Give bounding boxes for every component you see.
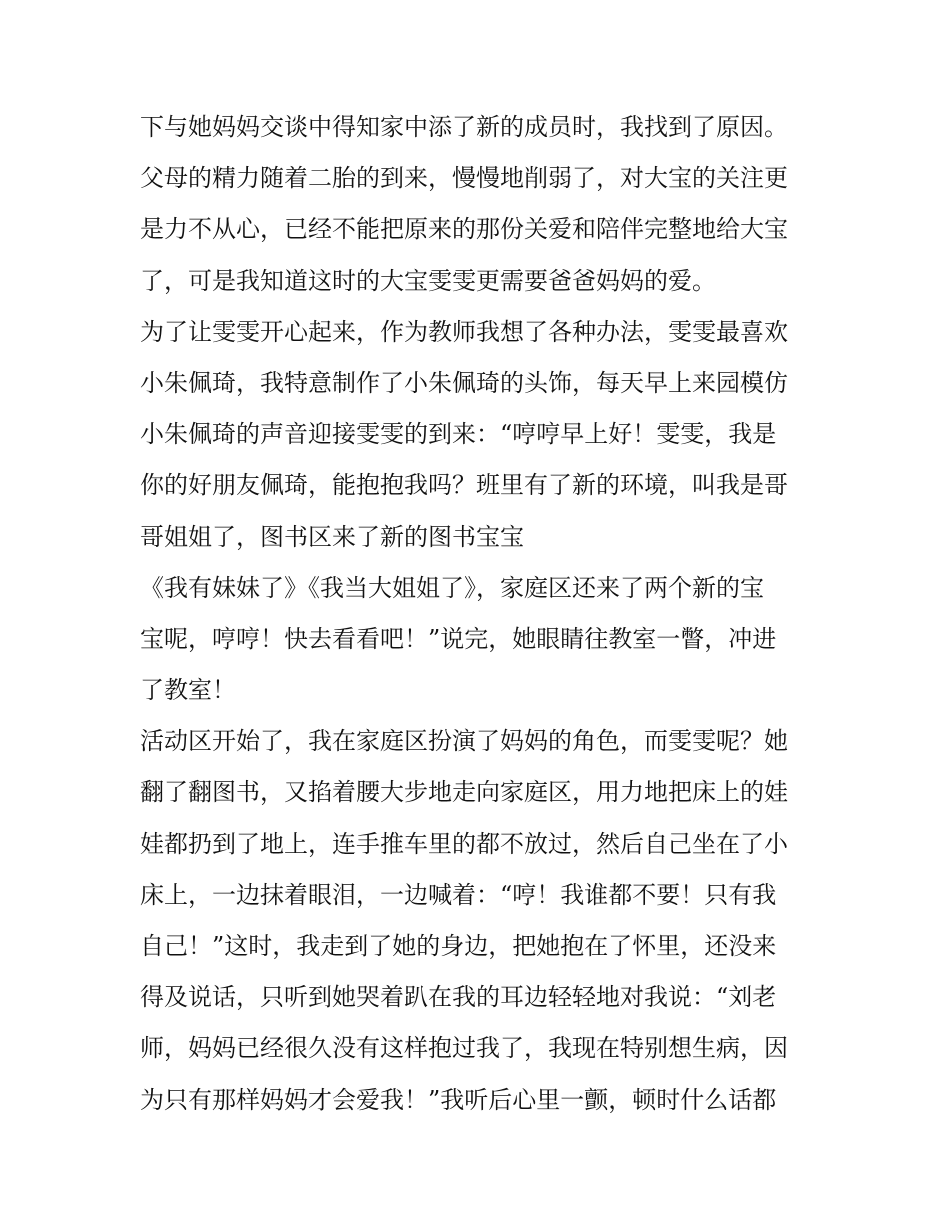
body-text	[140, 102, 815, 1126]
text-line: 自己！”这时，我走到了她的身边，把她抱在了怀里，还没来	[140, 932, 777, 960]
text-line: 床上，一边抹着眼泪，一边喊着：“哼！我谁都不要！只有我	[140, 880, 777, 909]
text-line: 翻了翻图书，又掐着腰大步地走向家庭区，用力地把床上的娃	[140, 778, 788, 807]
text-line: 小朱佩琦，我特意制作了小朱佩琦的头饰，每天早上来园模仿	[140, 368, 788, 397]
text-line: 了，可是我知道这时的大宝雯雯更需要爸爸妈妈的爱。	[140, 266, 716, 295]
text-line: 师，妈妈已经很久没有这样抱过我了，我现在特别想生病，因	[140, 1034, 788, 1063]
text-line: 你的好朋友佩琦，能抱抱我吗？班里有了新的环境，叫我是哥	[140, 471, 788, 500]
text-line: 得及说话，只听到她哭着趴在我的耳边轻轻地对我说：“刘老	[140, 983, 777, 1012]
text-line: 是力不从心，已经不能把原来的那份关爱和陪伴完整地给大宝	[140, 215, 788, 244]
text-line: 为只有那样妈妈才会爱我！”我听后心里一颤，顿时什么话都	[140, 1085, 777, 1114]
text-line: 下与她妈妈交谈中得知家中添了新的成员时，我找到了原因。	[140, 113, 788, 141]
text-line: 活动区开始了，我在家庭区扮演了妈妈的角色，而雯雯呢？她	[140, 727, 788, 756]
text-line: 娃都扔到了地上，连手推车里的都不放过，然后自己坐在了小	[140, 829, 788, 858]
text-line: 为了让雯雯开心起来，作为教师我想了各种办法，雯雯最喜欢	[140, 317, 788, 346]
text-line: 宝呢，哼哼！快去看看吧！”说完，她眼睛往教室一瞥，冲进	[140, 624, 777, 653]
text-line: 了教室！	[140, 676, 236, 705]
text-line: 父母的精力随着二胎的到来，慢慢地削弱了，对大宝的关注更	[140, 164, 788, 193]
text-line: 《我有妹妹了》《我当大姐姐了》，家庭区还来了两个新的宝	[140, 573, 764, 602]
text-line: 哥姐姐了，图书区来了新的图书宝宝	[140, 522, 524, 551]
text-line: 小朱佩琦的声音迎接雯雯的到来：“哼哼早上好！雯雯，我是	[140, 420, 777, 449]
